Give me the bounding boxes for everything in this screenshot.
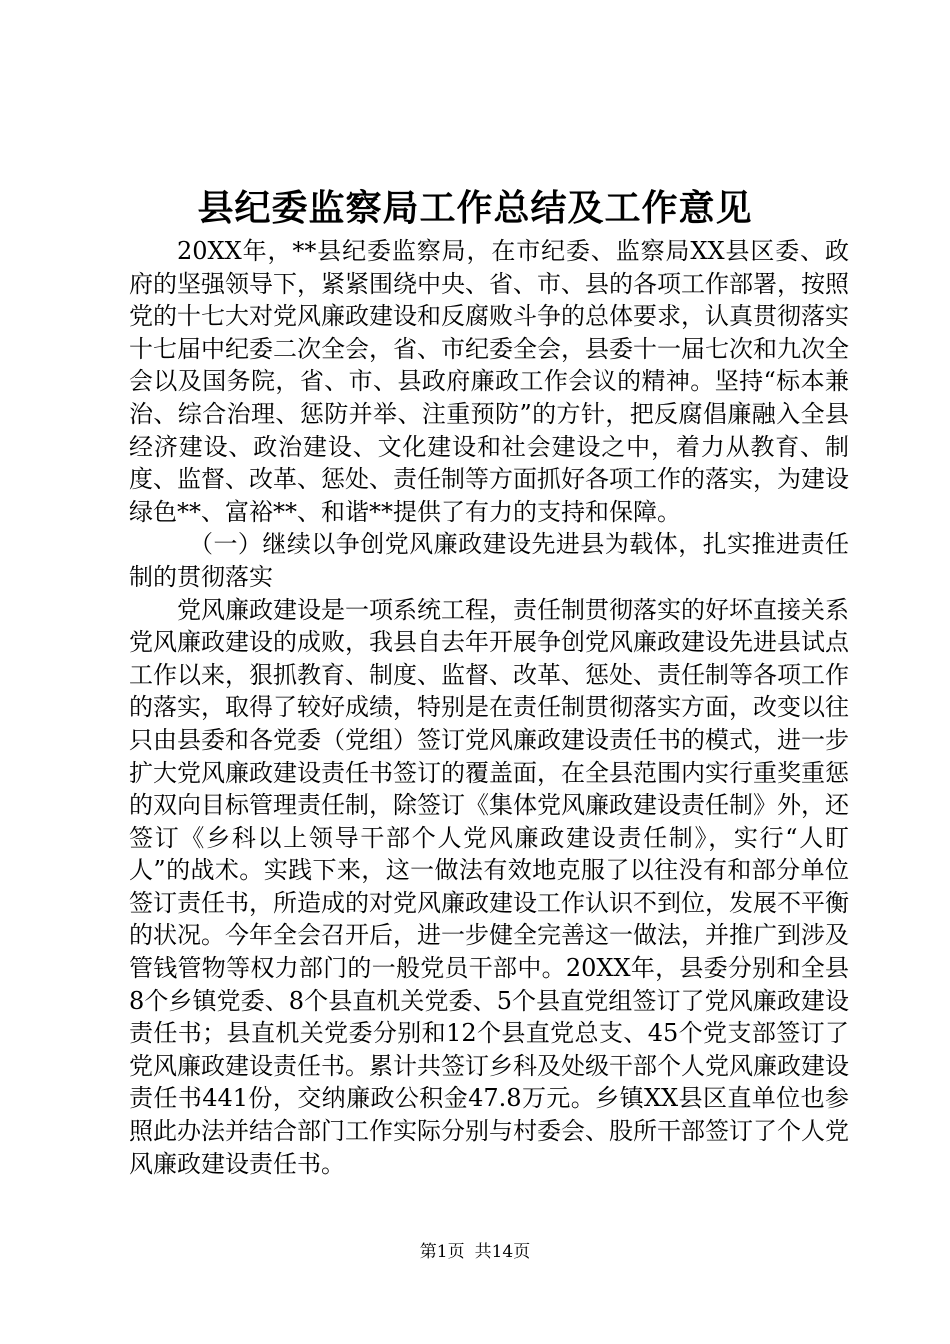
- document-body: [129, 235, 849, 1180]
- document-title: 县纪委监察局工作总结及工作意见: [197, 187, 753, 229]
- paragraph-intro: 20XX年，**县纪委监察局，在市纪委、监察局XX县区委、政府的坚强领导下，紧紧围绕中央、省、市、县的各项工作部署，按照党的十七大对党风廉政建设和反腐败斗争的总体要求，认真贯彻落实十七届中纪委二次全会，省、市纪委全会，县委十一届七次和九次全会以及国务院，省、市、县政府廉政工作会议的精神。坚持“标本兼治、综合治理、惩防并举、注重预防”的方针，把反腐倡廉融入全县经济建设、政治建设、文化建设和社会建设之中，着力从教育、制度、监督、改革、惩处、责任制等方面抓好各项工作的落实，为建设绿色**、富裕**、和谐**提供了有力的支持和保障。: [129, 237, 849, 526]
- page-footer: [0, 1240, 950, 1264]
- section-heading: （一）继续以争创党风廉政建设先进县为载体，扎实推进责任制的贯彻落实: [129, 530, 849, 591]
- paragraph-responsibility: 党风廉政建设是一项系统工程，责任制贯彻落实的好坏直接关系党风廉政建设的成败，我县自去年开展争创党风廉政建设先进县试点工作以来，狠抓教育、制度、监督、改革、惩处、责任制等各项工作的落实，取得了较好成绩，特别是在责任制贯彻落实方面，改变以往只由县委和各党委（党组）签订党风廉政建设责任书的模式，进一步扩大党风廉政建设责任书签订的覆盖面，在全县范围内实行重奖重惩的双向目标管理责任制，除签订《集体党风廉政建设责任制》外，还签订《乡科以上领导干部个人党风廉政建设责任制》，实行“人盯人”的战术。实践下来，这一做法有效地克服了以往没有和部分单位签订责任书，所造成的对党风廉政建设工作认识不到位，发展不平衡的状况。今年全会召开后，进一步健全完善这一做法，并推广到涉及管钱管物等权力部门的一般党员干部中。20XX年，县委分别和全县8个乡镇党委、8个县直机关党委、5个县直党组签订了党风廉政建设责任书；县直机关党委分别和12个县直党总支、45个党支部签订了党风廉政建设责任书。累计共签订乡科及处级干部个人党风廉政建设责任书441份，交纳廉政公积金47.8万元。乡镇XX县区直单位也参照此办法并结合部门工作实际分别与村委会、股所干部签订了个人党风廉政建设责任书。: [129, 595, 849, 1178]
- page-number: 第1页: [419, 1242, 465, 1262]
- page-total: 共14页: [474, 1242, 531, 1262]
